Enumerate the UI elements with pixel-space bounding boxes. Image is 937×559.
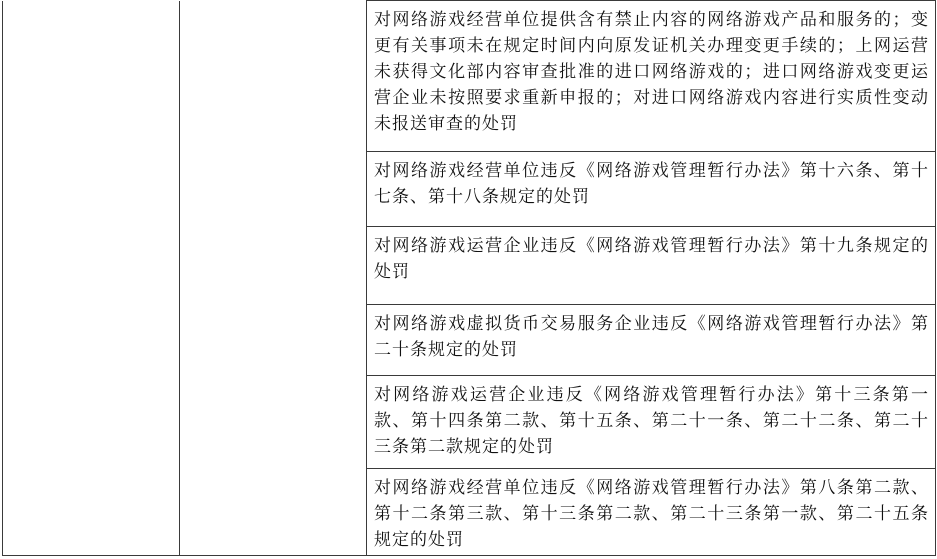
penalty-items-table	[2, 0, 936, 556]
penalty-item-text: 对网络游戏虚拟货币交易服务企业违反《网络游戏管理暂行办法》第二十条规定的处罚	[374, 314, 929, 360]
merged-middle-cell	[180, 1, 367, 556]
penalty-item-text: 对网络游戏运营企业违反《网络游戏管理暂行办法》第十三条第一款、第十四条第二款、第十五条、第二十一条、第二十二条、第二十三条第二款规定的处罚	[374, 385, 929, 457]
penalty-item-text: 对网络游戏经营单位违反《网络游戏管理暂行办法》第八条第二款、第十二条第三款、第十三条第二款、第二十三条第一款、第二十五条规定的处罚	[374, 478, 929, 550]
penalty-item-cell	[367, 469, 936, 556]
penalty-item-text: 对网络游戏运营企业违反《网络游戏管理暂行办法》第十九条规定的处罚	[374, 236, 929, 282]
penalty-item-cell	[367, 376, 936, 469]
penalty-item-text: 对网络游戏经营单位提供含有禁止内容的网络游戏产品和服务的；变更有关事项未在规定时间内向原发证机关办理变更手续的；上网运营未获得文化部内容审查批准的进口网络游戏的；进口网络游戏变更运营企业未按照要求重新申报的；对进口网络游戏内容进行实质性变动未报送审查的处罚	[374, 10, 929, 134]
merged-left-cell	[3, 1, 180, 556]
penalty-item-cell	[367, 1, 936, 152]
penalty-item-cell	[367, 227, 936, 305]
penalty-item-cell	[367, 305, 936, 376]
penalty-item-cell	[367, 152, 936, 227]
penalty-item-text: 对网络游戏经营单位违反《网络游戏管理暂行办法》第十六条、第十七条、第十八条规定的处罚	[374, 161, 929, 207]
table-row	[3, 1, 936, 152]
